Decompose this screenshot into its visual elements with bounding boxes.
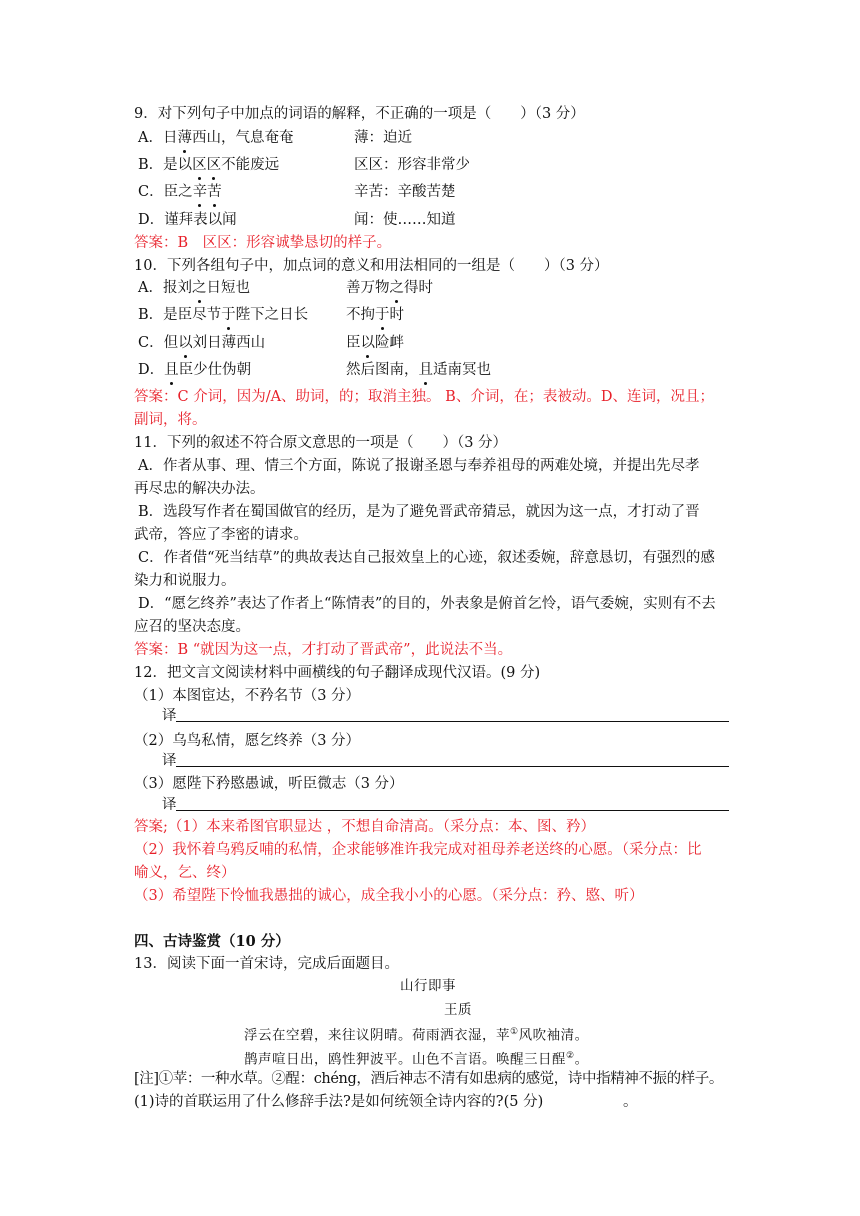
- q11-line-1: A．作者从事、理、情三个方面，陈说了报谢圣恩与奉养祖母的两难处境，并提出先尽孝: [138, 458, 700, 474]
- q9-option-a-note: 薄：迫近: [354, 130, 412, 146]
- q11-stem: 11．下列的叙述不符合原文意思的一项是（ ）（3 分）: [134, 435, 508, 451]
- q10-option-c-note: 臣以险衅: [346, 335, 404, 351]
- q12-answer-line-1[interactable]: [176, 721, 729, 722]
- poem-line-2: 鹊声喧日出，鸥性狎波平。山色不言语。唤醒三日酲②。: [244, 1051, 589, 1068]
- q10-option-d-note: 然后图南，且适南冥也: [346, 362, 491, 378]
- q10-answer-line-1: 答案：C 介词，因为/A、助词，的；取消主独。 B、介词，在；表被动。D、连词，况且；: [134, 389, 714, 405]
- q11-line-6: 染力和说服力。: [134, 573, 236, 589]
- q9-option-c-note: 辛苦：辛酸苦楚: [354, 184, 456, 200]
- section-4-heading: 四、古诗鉴赏（10 分）: [134, 933, 290, 950]
- q12-item-2: （2）乌鸟私情，愿乞终养（3 分）: [134, 733, 361, 749]
- q10-option-d: D．且臣少仕伪朝: [138, 362, 252, 378]
- poem-note: [注]①苹：一种水草。②酲：chéng，酒后神志不清有如患病的感觉，诗中指精神不振的样子。: [134, 1071, 723, 1087]
- q11-answer: 答案：B “就因为这一点，才打动了晋武帝”，此说法不当。: [134, 642, 513, 658]
- q9-option-c: C．臣之辛苦: [138, 184, 222, 200]
- q9-option-a: A．日薄西山，气息奄奄: [138, 130, 294, 146]
- q10-option-b: B．是臣尽节于陛下之日长: [138, 307, 309, 323]
- q10-option-a: A．报刘之日短也: [138, 280, 250, 296]
- poem-line-1: 浮云在空碧，来往议阴晴。荷雨洒衣湿，苹①风吹袖清。: [244, 1027, 589, 1044]
- q12-answer-line-c: 喻义，乞、终）: [134, 865, 236, 881]
- q11-line-8: 应召的坚决态度。: [134, 619, 250, 635]
- q12-answer-line-b: （2）我怀着乌鸦反哺的私情，企求能够准许我完成对祖母养老送终的心愿。（采分点：比: [134, 842, 702, 858]
- q9-option-b: B．是以区区不能废远: [138, 157, 280, 173]
- q11-line-2: 再尽忠的解决办法。: [134, 481, 265, 497]
- q11-line-4: 武帝，答应了李密的请求。: [134, 527, 308, 543]
- q11-line-7: D．“愿乞终养”表达了作者上“陈情表”的目的，外表象是俯首乞怜，语气委婉，实则有不去: [138, 596, 716, 612]
- q10-option-c: C．但以刘日薄西山: [138, 335, 266, 351]
- q9-stem: 9．对下列句子中加点的词语的解释，不正确的一项是（ ）（3 分）: [134, 106, 585, 122]
- q10-option-b-note: 不拘于时: [346, 307, 404, 323]
- q9-option-d-note: 闻：使……知道: [354, 212, 456, 228]
- q11-line-5: C．作者借“死当结草”的典故表达自己报效皇上的心迹，叙述委婉，辞意恳切，有强烈的感: [138, 550, 715, 566]
- q12-answer-line-a: 答案;（1）本来希图官职显达 ，不想自命清高。（采分点：本、图、矜）: [134, 819, 595, 835]
- q10-option-a-note: 善万物之得时: [346, 280, 433, 296]
- q9-answer: 答案：B 区区：形容诚挚恳切的样子。: [134, 235, 392, 251]
- q13-sub-1-tail: 。: [623, 1094, 638, 1110]
- q10-answer-line-2: 副词，将。: [134, 412, 207, 428]
- q13-stem: 13．阅读下面一首宋诗，完成后面题目。: [134, 956, 399, 972]
- q12-item-3: （3）愿陛下矜愍愚诚，听臣微志（3 分）: [134, 776, 404, 792]
- poem-author: 王质: [444, 1002, 472, 1018]
- q12-answer-line-d: （3）希望陛下怜恤我愚拙的诚心，成全我小小的心愿。（采分点：矜、愍、听）: [134, 888, 644, 904]
- q12-yi-1: 译: [162, 708, 177, 724]
- q12-item-1: （1）本图宦达，不矜名节（3 分）: [134, 688, 361, 704]
- q12-yi-3: 译: [162, 797, 177, 813]
- q13-sub-1: (1)诗的首联运用了什么修辞手法?是如何统领全诗内容的?(5 分): [134, 1094, 544, 1110]
- q10-stem: 10．下列各组句子中，加点词的意义和用法相同的一组是（ ）（3 分）: [134, 258, 609, 274]
- q11-line-3: B．选段写作者在蜀国做官的经历，是为了避免晋武帝猜忌，就因为这一点，才打动了晋: [138, 504, 700, 520]
- q12-yi-2: 译: [162, 753, 177, 769]
- q9-option-b-note: 区区：形容非常少: [354, 157, 470, 173]
- q9-option-d: D．谨拜表以闻: [138, 212, 237, 228]
- poem-title: 山行即事: [400, 978, 456, 994]
- q12-stem: 12．把文言文阅读材料中画横线的句子翻译成现代汉语。(9 分): [134, 665, 541, 681]
- q12-answer-line-2[interactable]: [176, 766, 729, 767]
- q12-answer-line-3[interactable]: [176, 810, 729, 811]
